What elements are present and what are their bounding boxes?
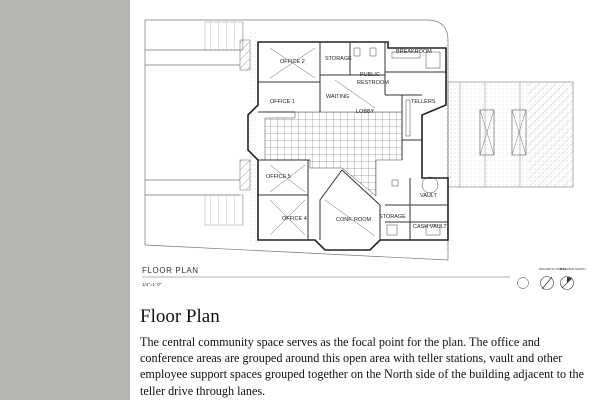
room-label-vault: VAULT [420,193,437,199]
caption-title: Floor Plan [140,306,220,327]
room-label-tellers: TELLERS [411,99,436,105]
caption-body: The central community space serves as the focal point for the plan. The office and conference areas are grouped around this open area with teller stations, vault and other employee support spaces grouped together on the North side of the building adjacent to the teller drive through lanes. [140,335,585,398]
building-north-label: BUILDING NORTH [560,267,586,271]
floor-plan-drawing [130,0,600,300]
room-label-breakroom: BREAKROOM [396,49,432,55]
drive-through-lanes [448,82,573,187]
planter [240,160,250,190]
left-sidebar-band [0,0,130,400]
room-label-cash-vault: CASH VAULT [413,224,447,230]
plan-scale: 1/4"=1'-0" [142,282,162,287]
room-label-storage-bottom: STORAGE [379,214,406,220]
parking-stalls-top [205,22,243,50]
room-label-restroom: RESTROOM [357,80,389,86]
parking-stalls-bottom [205,195,243,225]
room-label-lobby: LOBBY [356,109,375,115]
north-arrows [518,267,586,290]
plan-title: FLOOR PLAN [142,266,199,275]
room-label-conf-room: CONF. ROOM [336,217,372,223]
room-label-office-1: OFFICE 1 [270,99,295,105]
landscape-area [250,30,258,245]
caption-block [140,306,590,399]
room-label-office-2: OFFICE 2 [280,59,305,65]
planter [240,40,250,70]
room-label-storage-top: STORAGE [325,56,352,62]
magnetic-north-label: MAGNETIC NORTH [539,267,567,271]
lobby-tile-floor [265,112,402,196]
room-label-waiting: WAITING [326,94,350,100]
room-label-office-5: OFFICE 5 [266,174,291,180]
room-label-office-4: OFFICE 4 [282,216,307,222]
room-label-public: PUBLIC [360,72,380,78]
